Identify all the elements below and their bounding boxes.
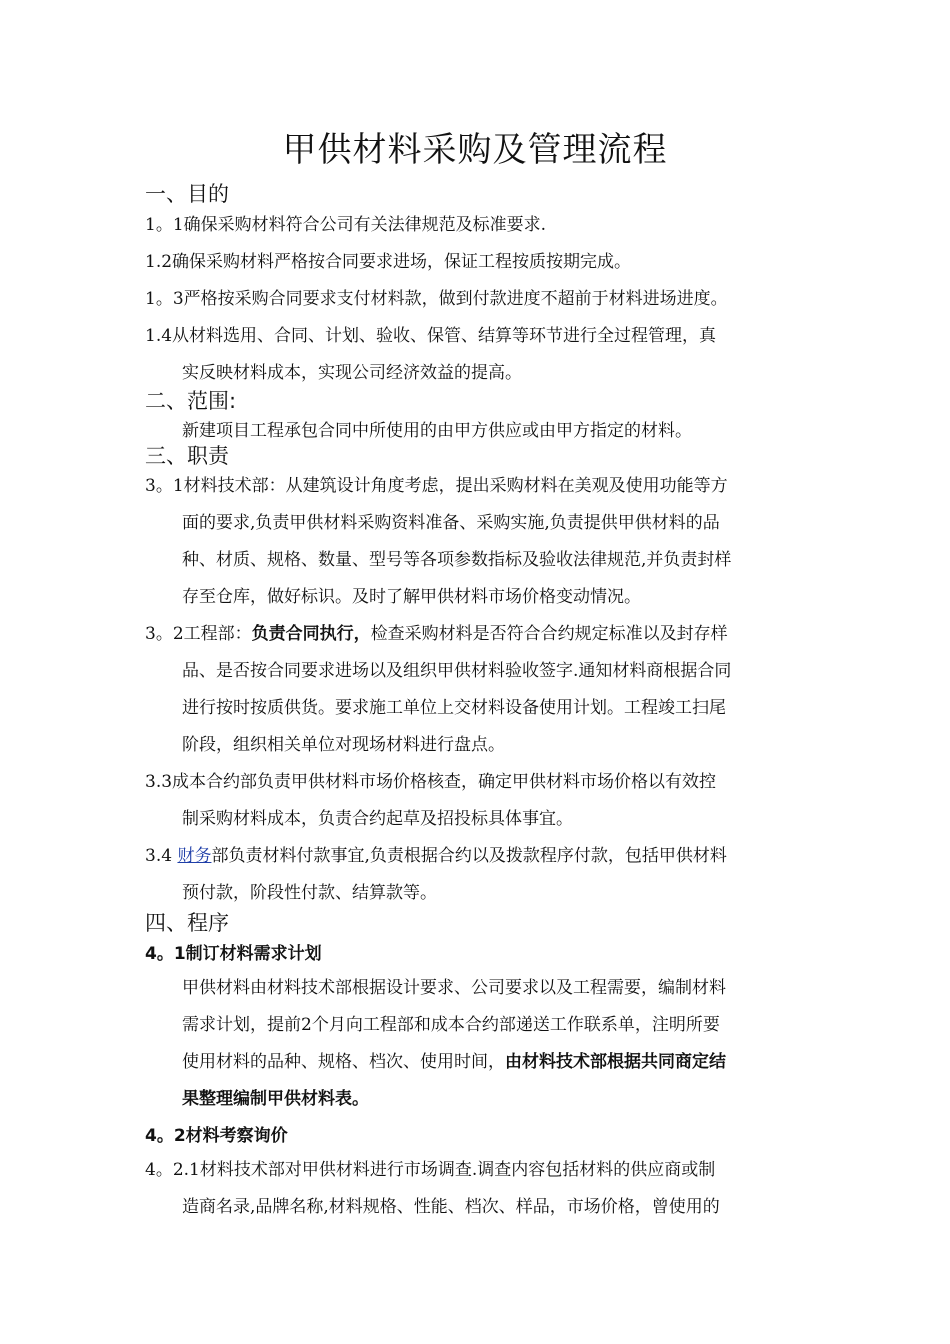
- procedure-4-1-line-4: 果整理编制甲供材料表。: [182, 1089, 369, 1109]
- duty-3-1-line-1: 3。1材料技术部：从建筑设计角度考虑，提出采购材料在美观及使用功能等方: [145, 476, 728, 496]
- duty-3-3-line-1: 3.3成本合约部负责甲供材料市场价格核查，确定甲供材料市场价格以有效控: [145, 772, 717, 792]
- purpose-item-1: 1。1确保采购材料符合公司有关法律规范及标准要求.: [145, 215, 547, 235]
- procedure-subheading-4-1: 4。1制订材料需求计划: [145, 944, 322, 964]
- procedure-4-2-1-line-1: 4。2.1材料技术部对甲供材料进行市场调查.调查内容包括材料的供应商或制: [145, 1160, 716, 1180]
- duty-3-3-line-2: 制采购材料成本，负责合约起草及招投标具体事宜。: [182, 809, 573, 829]
- duty-3-2-line-1: [145, 616, 810, 653]
- procedure-4-1-line-3: [145, 1044, 810, 1081]
- section-purpose-body: [145, 207, 810, 392]
- duty-3-2-bold: 负责合同执行，: [251, 624, 371, 644]
- purpose-item-3: 1。3严格按采购合同要求支付材料款，做到付款进度不超前于材料进场进度。: [145, 289, 728, 309]
- document-title: 甲供材料采购及管理流程: [282, 130, 668, 170]
- procedure-4-1-body: [145, 970, 810, 1118]
- duty-3-2-label: 3。2工程部：: [145, 624, 252, 644]
- duty-3-4-line-1: [145, 838, 810, 875]
- duty-3-2-line-2: 品、是否按合同要求进场以及组织甲供材料验收签字.通知材料商根据合同: [182, 661, 732, 681]
- section-scope-body: [145, 413, 810, 450]
- purpose-item-4-line-1: 1.4从材料选用、合同、计划、验收、保管、结算等环节进行全过程管理，真: [145, 326, 717, 346]
- procedure-4-2-1-line-2: 造商名录,品牌名称,材料规格、性能、档次、样品，市场价格，曾使用的: [182, 1197, 720, 1217]
- procedure-4-1-line-2: 需求计划，提前2个月向工程部和成本合约部递送工作联系单，注明所要: [182, 1015, 720, 1035]
- procedure-4-2-body: [145, 1152, 810, 1226]
- section-heading-duties: 三、职责: [145, 444, 229, 468]
- duty-3-4-rest: 部负责材料付款事宜,负责根据合约以及拨款程序付款，包括甲供材料: [211, 846, 727, 866]
- procedure-4-1-line-1: 甲供材料由材料技术部根据设计要求、公司要求以及工程需要，编制材料: [182, 978, 726, 998]
- procedure-subheading-4-2: 4。2材料考察询价: [145, 1126, 288, 1146]
- duty-3-1-line-3: 种、材质、规格、数量、型号等各项参数指标及验收法律规范,并负责封样: [182, 550, 732, 570]
- purpose-item-2: 1.2确保采购材料严格按合同要求进场，保证工程按质按期完成。: [145, 252, 632, 272]
- procedure-4-1-line-3-text: 使用材料的品种、规格、档次、使用时间，: [182, 1052, 505, 1072]
- finance-link[interactable]: 财务: [177, 846, 212, 866]
- procedure-4-1-line-3-bold: 由材料技术部根据共同商定结: [505, 1052, 726, 1072]
- section-duties-body: [145, 468, 810, 912]
- duty-3-4-line-2: 预付款，阶段性付款、结算款等。: [182, 883, 437, 903]
- duty-3-2-line-4: 阶段，组织相关单位对现场材料进行盘点。: [182, 735, 505, 755]
- scope-text: 新建项目工程承包合同中所使用的由甲方供应或由甲方指定的材料。: [182, 421, 692, 441]
- section-heading-scope: 二、范围:: [145, 389, 237, 413]
- duty-3-1-line-4: 存至仓库，做好标识。及时了解甲供材料市场价格变动情况。: [182, 587, 641, 607]
- duty-3-1-line-2: 面的要求,负责甲供材料采购资料准备、采购实施,负责提供甲供材料的品: [182, 513, 720, 533]
- section-heading-purpose: 一、目的: [145, 182, 229, 206]
- purpose-item-4-line-2: 实反映材料成本，实现公司经济效益的提高。: [182, 363, 522, 383]
- duty-3-4-number: 3.4: [145, 846, 178, 866]
- section-heading-procedure: 四、程序: [145, 911, 229, 935]
- duty-3-2-rest: 检查采购材料是否符合合约规定标准以及封存样: [370, 624, 728, 644]
- duty-3-2-line-3: 进行按时按质供货。要求施工单位上交材料设备使用计划。工程竣工扫尾: [182, 698, 726, 718]
